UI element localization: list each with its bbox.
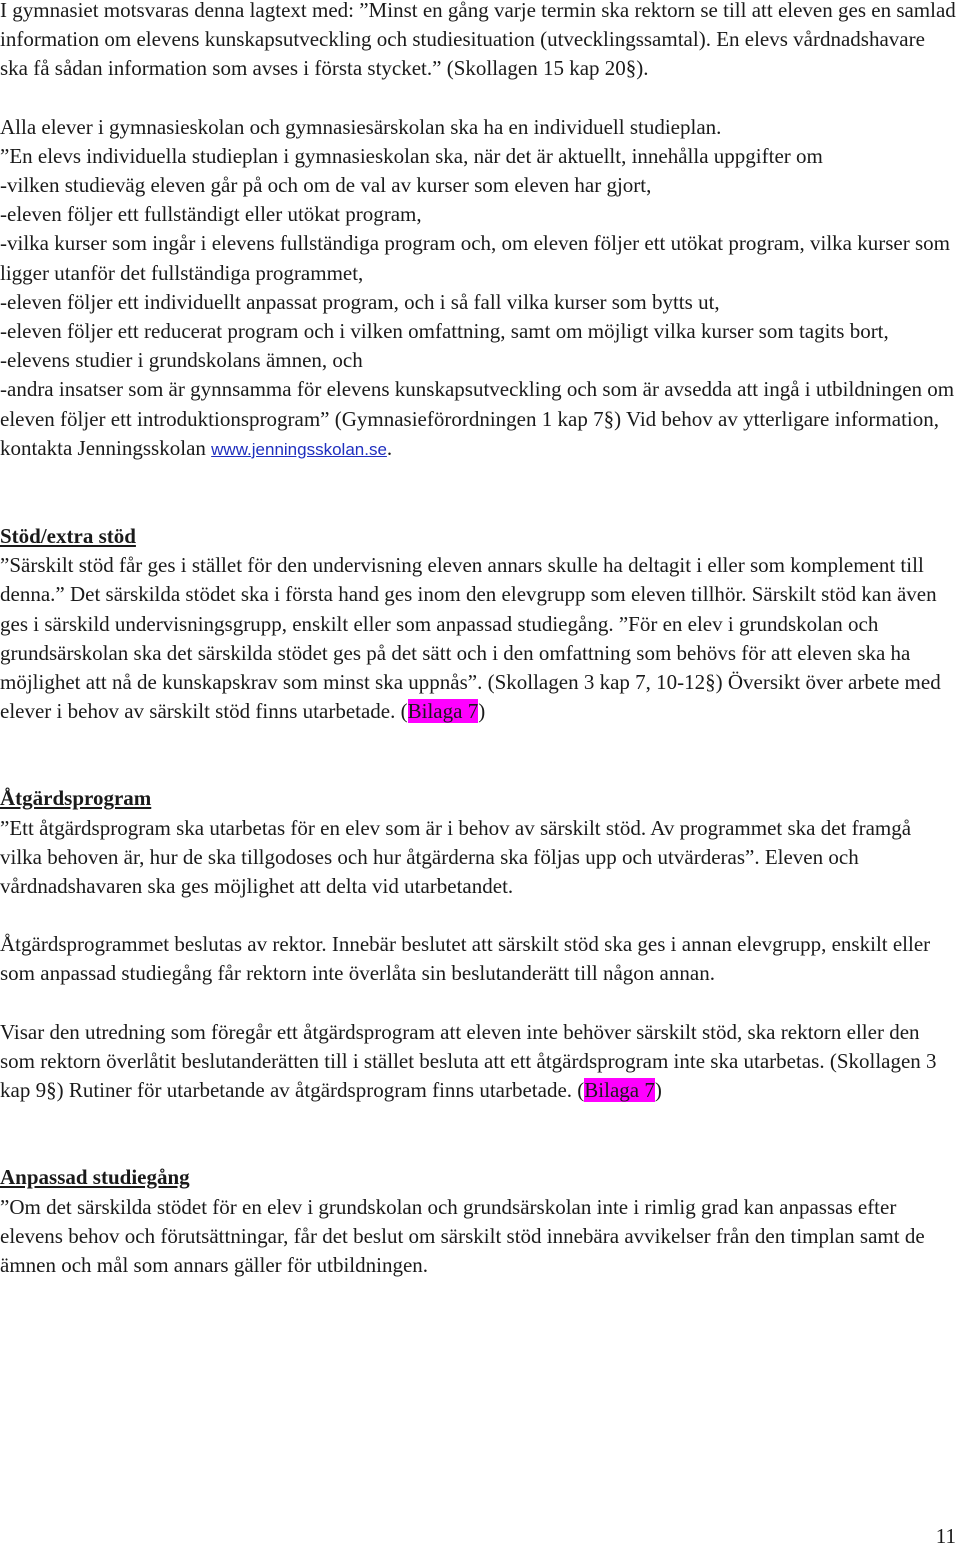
list-item-last bbox=[0, 375, 958, 464]
list-item-last-text: -andra insatser som är gynnsamma för elevens kunskapsutveckling och som är avsedda att ingå i utbildningen om eleven följer ett introduktionsprogram” (Gymnasieförordningen 1 kap 7§) Vid behov av ytterligare information, kontakta Jenningsskolan bbox=[0, 377, 955, 460]
bilaga-reference: Bilaga 7 bbox=[407, 699, 479, 724]
school-website-link[interactable]: www.jenningsskolan.se bbox=[211, 439, 387, 459]
list-item: -vilka kurser som ingår i elevens fullständiga program och, om eleven följer ett utökat program, vilka kurser som ligger utanför det fullständiga programmet, bbox=[0, 231, 950, 285]
studieplan-statement: Alla elever i gymnasieskolan och gymnasiesärskolan ska ha en individuell studieplan. bbox=[0, 114, 722, 139]
bilaga-reference: Bilaga 7 bbox=[584, 1078, 655, 1103]
link-period: . bbox=[386, 435, 393, 460]
stod-body: ”Särskilt stöd får ges i stället för den undervisning eleven annars skulle ha deltagit i eller som komplement till denna.” Det särskilda stödet ska i första hand ges inom den elevgrupp som eleven tillhör. Särskilt stöd kan även ges i särskild undervisningsgrupp, enskilt eller som anpassad studiegång. ”För en elev i grundskolan och grundsärskolan ska det särskilda stödet ges på det sätt och i den omfattning som behövs för att eleven ska ha möjlighet att nå de kunskapskrav som minst ska uppnås”. (Skollagen 3 kap 7, 10-12§) Översikt över arbete med elever i behov av särskilt stöd finns utarbetade. ( bbox=[0, 553, 941, 724]
section-heading-atgardsprogram: Åtgärdsprogram bbox=[0, 786, 152, 811]
atgard-close: ) bbox=[654, 1078, 662, 1103]
atgard-paragraph-3 bbox=[0, 1018, 958, 1106]
list-item: -elevens studier i grundskolans ämnen, och bbox=[0, 348, 363, 373]
stod-close: ) bbox=[478, 699, 486, 724]
section-heading-anpassad-studiegang: Anpassad studiegång bbox=[0, 1165, 190, 1190]
anpassad-paragraph: ”Om det särskilda stödet för en elev i grundskolan och grundsärskolan inte i rimlig grad kan anpassas efter elevens behov och förutsättningar, får det beslut om särskilt stöd innebära avvikelser från den timplan samt de ämnen och mål som annars gäller för utbildningen. bbox=[0, 1194, 925, 1277]
atgard-paragraph-1: ”Ett åtgärdsprogram ska utarbetas för en elev som är i behov av särskilt stöd. Av programmet ska det framgå vilka behoven är, hur de ska tillgodoses och hur åtgärderna ska följas upp och utvärderas”. Eleven och vårdnadshavaren ska ges möjlighet att delta vid utarbetandet. bbox=[0, 815, 912, 899]
stod-paragraph bbox=[0, 551, 958, 726]
section-heading-stod: Stöd/extra stöd bbox=[0, 524, 136, 549]
studieplan-quote-intro: ”En elevs individuella studieplan i gymnasieskolan ska, när det är aktuellt, innehålla uppgifter om bbox=[0, 143, 823, 168]
list-item: -eleven följer ett fullständigt eller utökat program, bbox=[0, 202, 422, 227]
list-item: -eleven följer ett reducerat program och i vilken omfattning, samt om möjligt vilka kurser som tagits bort, bbox=[0, 319, 889, 344]
atgard-body: Visar den utredning som föregår ett åtgärdsprogram att eleven inte behöver särskilt stöd, ska rektorn eller den som rektorn överlåtit beslutanderätten till i stället besluta att ett åtgärdsprogram inte ska utarbetas. (Skollagen 3 kap 9§) Rutiner för utarbetande av åtgärdsprogram finns utarbetade. ( bbox=[0, 1019, 937, 1103]
page-number: 11 bbox=[935, 1524, 956, 1548]
list-item: -eleven följer ett individuellt anpassat program, och i så fall vilka kurser som bytts ut, bbox=[0, 289, 720, 314]
intro-paragraph: I gymnasiet motsvaras denna lagtext med: ”Minst en gång varje termin ska rektorn se till att eleven ges en samlad information om elevens kunskapsutveckling och studiesituation (utvecklingssamtal). En elevs vårdnadshavare ska få sådan information som avses i första stycket.” (Skollagen 15 kap 20§). bbox=[0, 0, 956, 81]
atgard-paragraph-2: Åtgärdsprogrammet beslutas av rektor. Innebär beslutet att särskilt stöd ska ges i annan elevgrupp, enskilt eller som anpassad studiegång får rektorn inte överlåta sin beslutanderätt till någon annan. bbox=[0, 932, 931, 986]
list-item: -vilken studieväg eleven går på och om de val av kurser som eleven har gjort, bbox=[0, 173, 652, 198]
